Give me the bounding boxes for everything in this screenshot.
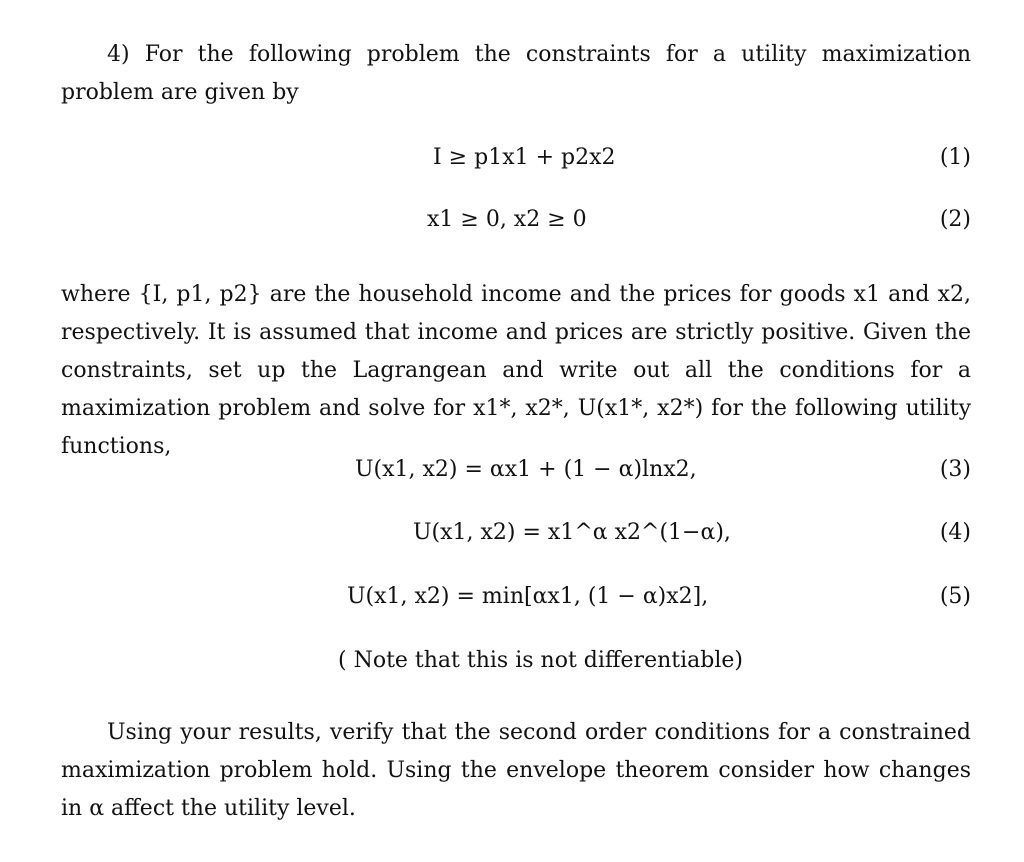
equation-number: (4) [939, 520, 971, 545]
utility-4-row [61, 520, 971, 560]
problem-intro: 4) For the following problem the constraints for a utility maximization problem are given by [61, 42, 971, 105]
utility-3-row [61, 457, 971, 497]
equation-number: (2) [939, 207, 971, 232]
utility-5-row [61, 584, 971, 624]
utility-5-equation: U(x1, x2) = min[αx1, (1 − α)x2], [347, 584, 709, 609]
equation-number: (3) [939, 457, 971, 482]
constraint-1-row [61, 145, 971, 185]
constraint-1-equation: I ≥ p1x1 + p2x2 [433, 145, 616, 170]
equation-number: (5) [939, 584, 971, 609]
utility-4-equation: U(x1, x2) = x1^α x2^(1−α), [413, 520, 731, 545]
utility-3-equation: U(x1, x2) = αx1 + (1 − α)lnx2, [355, 457, 697, 482]
constraint-2-equation: x1 ≥ 0, x2 ≥ 0 [427, 207, 587, 232]
differentiability-note: ( Note that this is not differentiable) [338, 648, 743, 673]
equation-number: (1) [939, 145, 971, 170]
closing-instructions: Using your results, verify that the second order conditions for a constrained maximization problem hold. Using the envelope theorem consider how changes in α affect the utility level. [61, 720, 971, 821]
constraint-2-row [61, 207, 971, 247]
problem-description: where {I, p1, p2} are the household income and the prices for goods x1 and x2, respectively. It is assumed that income and prices are strictly positive. Given the constraints, set up the Lagrangean and write out all the conditions for a maximization problem and solve for x1*, x2*, U(x1*, x2*) for the following utility functions, [61, 282, 971, 459]
